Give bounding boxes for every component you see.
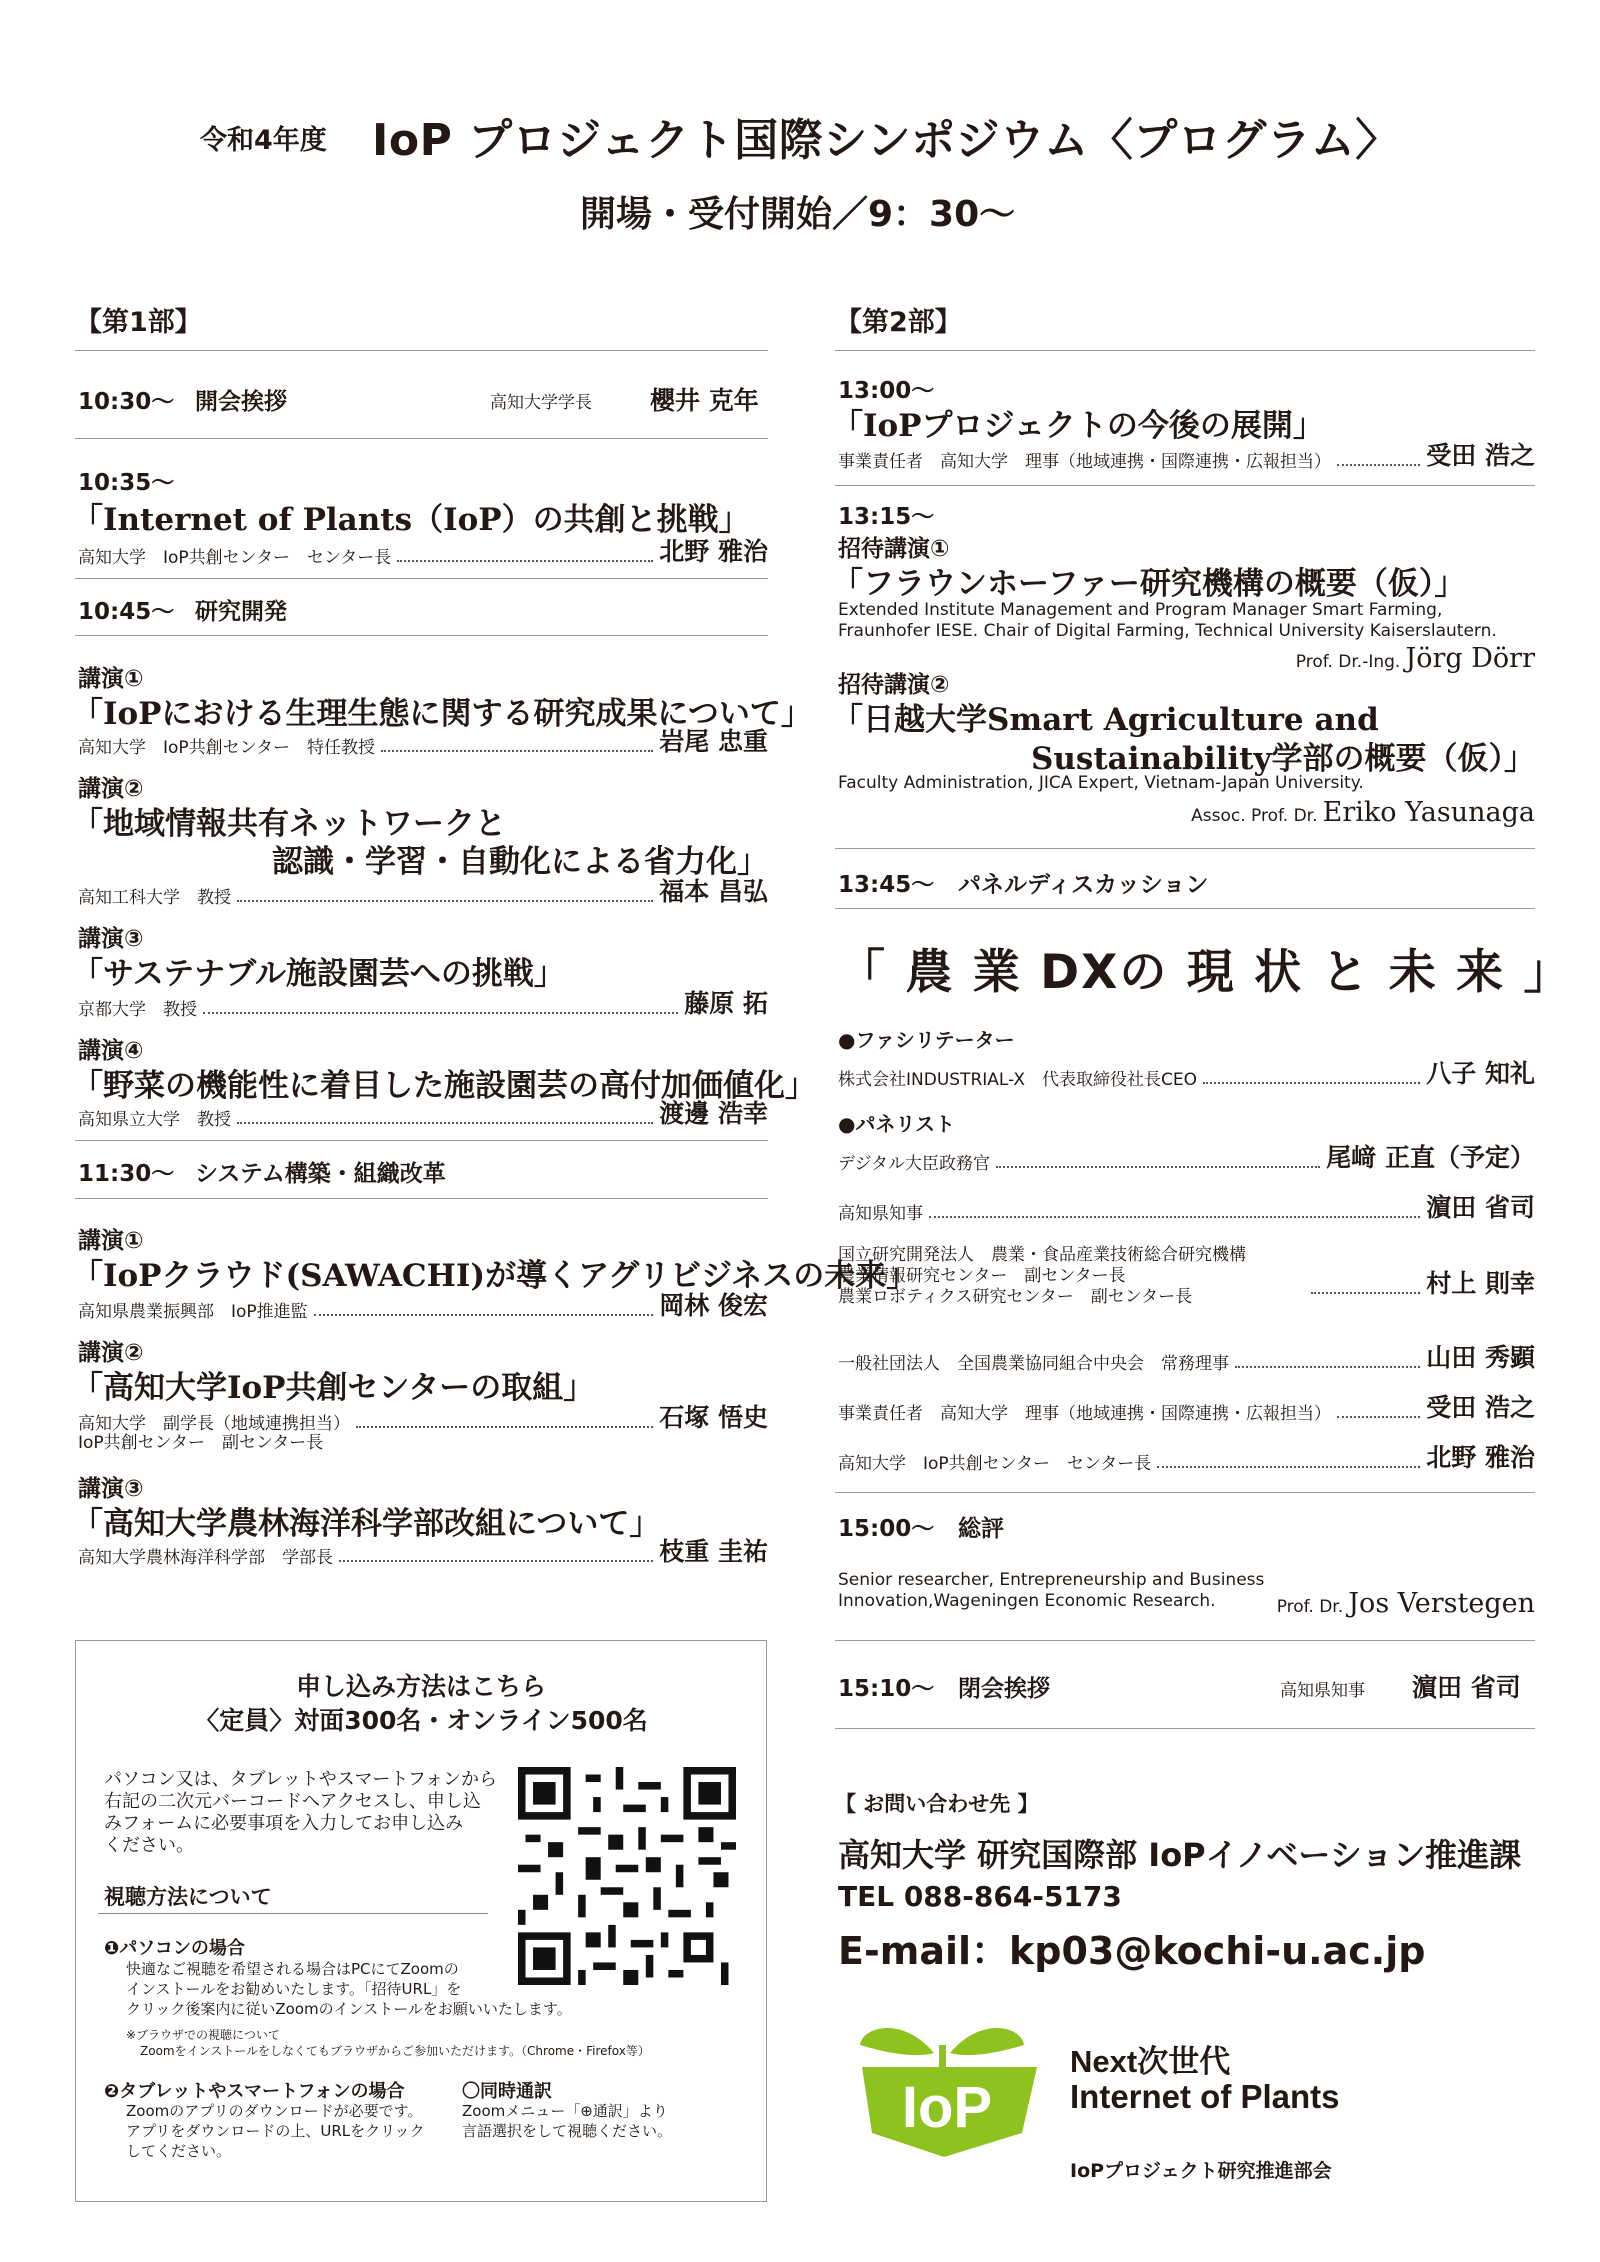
talk-title: 「高知大学IoP共創センターの取組」: [72, 1370, 595, 1406]
speaker-name: Jos Verstegen: [1348, 1588, 1535, 1619]
divider: [835, 1492, 1535, 1493]
talk-aff: 高知県農業振興部 IoP推進監: [78, 1302, 308, 1322]
opening-role: 高知大学学長: [490, 393, 592, 413]
part1-title: 【第1部】: [75, 307, 202, 338]
talk-row: [78, 1094, 768, 1130]
leader-dots: [1157, 1466, 1420, 1468]
s1-time: 13:00～: [838, 378, 935, 404]
talk-name: 岩尾 忠重: [659, 727, 768, 756]
view-title: 視聴方法について: [104, 1885, 272, 1909]
talk-number: 講演③: [78, 1476, 144, 1502]
leader-dots: [929, 1216, 1420, 1218]
system-time: 11:30～: [78, 1161, 175, 1187]
browser-note: [126, 2027, 650, 2059]
leader-dots: [237, 1122, 653, 1124]
invited-number: 招待講演①: [838, 536, 950, 562]
closing-label: 閉会挨拶: [958, 1676, 1050, 1702]
panelist-row: [838, 1188, 1535, 1224]
leader-dots: [339, 1560, 653, 1562]
apply-description: [104, 1769, 497, 1857]
tablet-label: ❷タブレットやスマートフォンの場合: [104, 2081, 405, 2102]
invited-aff-line: Extended Institute Management and Program Manager Smart Farming,: [838, 600, 1443, 620]
application-box: [75, 1640, 767, 2202]
logo-line1: Next次世代: [1070, 2044, 1231, 2079]
page-subtitle: 開場・受付開始／9：30～: [580, 194, 1016, 235]
divider: [75, 438, 768, 439]
panelist-name: 濵田 省司: [1426, 1193, 1535, 1222]
panel-label: パネルディスカッション: [958, 872, 1209, 898]
keynote-row: [78, 532, 768, 568]
panelist-name: 尾﨑 正直（予定）: [1326, 1143, 1535, 1172]
talk-aff: 高知県立大学 教授: [78, 1110, 231, 1130]
talk-name: 福本 昌弘: [659, 877, 768, 906]
opening-time: 10:30～: [78, 389, 175, 415]
invited-title-line2: Sustainability学部の概要（仮）」: [1030, 741, 1535, 777]
apply-capacity: 〈定員〉対面300名・オンライン500名: [194, 1706, 648, 1735]
divider: [75, 1140, 768, 1141]
panel-time: 13:45～: [838, 872, 935, 898]
talk-number: 講演②: [78, 776, 144, 802]
contact-tel: TEL 088-864-5173: [838, 1880, 1122, 1913]
contact-email[interactable]: E-mail：kp03@kochi-u.ac.jp: [838, 1929, 1426, 1973]
review-aff-line: Innovation,Wageningen Economic Research.: [838, 1591, 1216, 1611]
apply-desc-line: パソコン又は、タブレットやスマートフォンから: [104, 1769, 497, 1790]
panelist-aff: 一般社団法人 全国農業協同組合中央会 常務理事: [838, 1354, 1229, 1374]
panelist-row: [838, 1388, 1535, 1424]
invited-affiliation: [838, 600, 1497, 642]
divider: [835, 908, 1535, 909]
apply-desc-line: 右記の二次元バーコードへアクセスし、申し込: [104, 1791, 481, 1812]
leader-dots: [314, 1314, 654, 1316]
research-time: 10:45～: [78, 599, 175, 625]
review-affiliation: [838, 1570, 1264, 1612]
invited-affiliation: Faculty Administration, JICA Expert, Vietnam-Japan University.: [838, 773, 1364, 793]
tablet-line: アプリをダウンロードの上、URLをクリック: [126, 2122, 425, 2140]
panelist-aff: 高知大学 IoP共創センター センター長: [838, 1454, 1152, 1474]
interpretation-text: [462, 2101, 672, 2141]
divider: [835, 848, 1535, 849]
review-speaker: [1277, 1588, 1535, 1619]
panelist-aff-line: 農業情報研究センター 副センター長: [838, 1266, 1126, 1286]
s1-aff: 事業責任者 高知大学 理事（地域連携・国際連携・広報担当）: [838, 452, 1331, 472]
logo-mark: IoP: [901, 2075, 993, 2140]
apply-desc-line: みフォームに必要事項を入力してお申し込み: [104, 1813, 464, 1834]
contact-label: 【 お問い合わせ先 】: [835, 1792, 1039, 1816]
divider: [835, 1728, 1535, 1729]
talk-aff: 高知大学 IoP共創センター 特任教授: [78, 738, 375, 758]
talk-row: [78, 722, 768, 758]
page-title: IoP プロジェクト国際シンポジウム〈プログラム〉: [372, 115, 1400, 166]
talk-aff: 京都大学 教授: [78, 1000, 197, 1020]
talk-name: 石塚 悟史: [659, 1403, 768, 1432]
talk-row: [78, 1286, 768, 1322]
speaker-title: Prof. Dr.-Ing.: [1295, 652, 1401, 672]
facilitator-row: [838, 1054, 1535, 1090]
opening-name: 櫻井 克年: [650, 386, 759, 415]
talk-name: 枝重 圭祐: [659, 1537, 768, 1566]
panelist-row: [838, 1338, 1535, 1374]
panelist-row: [1305, 1264, 1535, 1300]
pc-line: インストールをお勧めいたします。「招待URL」を: [126, 1980, 462, 1998]
facilitator-name: 八子 知礼: [1426, 1059, 1535, 1088]
leader-dots: [237, 900, 653, 902]
qr-code[interactable]: [518, 1767, 736, 1985]
apply-desc-line: ください。: [104, 1835, 194, 1856]
note-line: ※ブラウザでの視聴について: [126, 2028, 280, 2042]
divider: [835, 350, 1535, 351]
invited-speaker: [1296, 643, 1535, 674]
talk-title: 「IoPにおける生理生態に関する研究成果について」: [72, 696, 812, 732]
panelist-aff-multi: [838, 1245, 1246, 1308]
talk-title: 「野菜の機能性に着目した施設園芸の高付加価値化」: [72, 1068, 816, 1104]
talk-row: [78, 872, 768, 908]
keynote-aff: 高知大学 IoP共創センター センター長: [78, 548, 392, 568]
panelist-name: 受田 浩之: [1426, 1393, 1535, 1422]
closing-role: 高知県知事: [1280, 1681, 1365, 1701]
facilitator-label: ●ファシリテーター: [838, 1028, 1015, 1052]
invited-title-line1: 「日越大学Smart Agriculture and: [832, 702, 1379, 738]
interp-line: 言語選択をして視聴ください。: [462, 2122, 673, 2140]
panelist-name: 北野 雅治: [1426, 1443, 1535, 1472]
invited-speaker: [1191, 797, 1535, 828]
review-time: 15:00～: [838, 1516, 935, 1542]
invited-title: 「フラウンホーファー研究機構の概要（仮）」: [832, 566, 1466, 602]
facilitator-aff: 株式会社INDUSTRIAL-X 代表取締役社長CEO: [838, 1070, 1197, 1090]
divider: [835, 485, 1535, 486]
leader-dots: [1203, 1082, 1420, 1084]
panelist-aff-line: 農業ロボティクス研究センター 副センター長: [838, 1287, 1193, 1307]
talk-title: 「IoPクラウド(SAWACHI)が導くアグリビジネスの未来」: [72, 1258, 918, 1294]
leader-dots: [1337, 1416, 1420, 1418]
divider: [75, 350, 768, 351]
s1-row: [838, 436, 1535, 472]
talk-title-line1: 「地域情報共有ネットワークと: [72, 806, 506, 842]
iop-logo-icon: [842, 2015, 1057, 2160]
tablet-instructions: [126, 2101, 425, 2161]
panelist-aff: デジタル大臣政務官: [838, 1154, 990, 1174]
leader-dots: [203, 1012, 678, 1014]
panelist-aff-line: 国立研究開発法人 農業・食品産業技術総合研究機構: [838, 1245, 1246, 1265]
review-aff-line: Senior researcher, Entrepreneurship and Business: [838, 1570, 1265, 1590]
talk-number: 講演③: [78, 926, 144, 952]
divider: [75, 578, 768, 579]
talk-number: 講演①: [78, 666, 144, 692]
invited-number: 招待講演②: [838, 672, 950, 698]
s1-name: 受田 浩之: [1426, 441, 1535, 470]
interp-line: Zoomメニュー「⊕通訳」より: [462, 2102, 668, 2120]
talk-aff: 高知大学農林海洋科学部 学部長: [78, 1548, 333, 1568]
pc-label: ❶パソコンの場合: [104, 1938, 245, 1959]
contact-org: 高知大学 研究国際部 IoPイノベーション推進課: [838, 1836, 1522, 1874]
divider: [75, 635, 768, 636]
leader-dots: [1337, 464, 1420, 466]
divider: [835, 1640, 1535, 1641]
leader-dots: [1235, 1366, 1420, 1368]
panel-big-title: 「 農 業 DXの 現 状 と 未 来 」: [838, 945, 1573, 1000]
talk-aff2: IoP共創センター 副センター長: [78, 1433, 324, 1453]
talk-name: 藤原 拓: [684, 989, 768, 1018]
pc-instructions: [126, 1959, 572, 2019]
divider: [75, 1198, 768, 1199]
pc-line: クリック後案内に従いZoomのインストールをお願いいたします。: [126, 2000, 572, 2018]
logo-line2: Internet of Plants: [1070, 2078, 1340, 2115]
talk-name: 岡林 俊宏: [659, 1291, 768, 1320]
leader-dots: [1311, 1292, 1420, 1294]
talk-title: 「高知大学農林海洋科学部改組について」: [72, 1506, 661, 1542]
talk-row: [78, 984, 768, 1020]
talk-title: 「サステナブル施設園芸への挑戦」: [72, 956, 565, 992]
panelist-row: [838, 1438, 1535, 1474]
invited-aff-line: Fraunhofer IESE. Chair of Digital Farming, Technical University Kaiserslautern.: [838, 621, 1497, 641]
part2-title: 【第2部】: [835, 307, 962, 338]
talk-number: 講演①: [78, 1228, 144, 1254]
speaker-title: Assoc. Prof. Dr.: [1191, 806, 1318, 826]
divider: [98, 1913, 488, 1914]
talk-aff: 高知大学 副学長（地域連携担当）: [78, 1414, 350, 1434]
keynote-title: 「Internet of Plants（IoP）の共創と挑戦」: [72, 502, 750, 538]
s2-time: 13:15～: [838, 504, 935, 530]
panelist-label: ●パネリスト: [838, 1112, 956, 1136]
leader-dots: [356, 1426, 653, 1428]
leader-dots: [397, 560, 653, 562]
talk-number: 講演④: [78, 1038, 144, 1064]
logo-org: IoPプロジェクト研究推進部会: [1070, 2160, 1332, 2182]
talk-row: [78, 1532, 768, 1568]
panelist-aff: 事業責任者 高知大学 理事（地域連携・国際連携・広報担当）: [838, 1404, 1331, 1424]
interpretation-label: 〇同時通訳: [462, 2081, 552, 2102]
speaker-name: Jörg Dörr: [1405, 643, 1535, 674]
closing-name: 濵田 省司: [1412, 1673, 1521, 1702]
talk-name: 渡邊 浩幸: [659, 1099, 768, 1128]
pc-line: 快適なご視聴を希望される場合はPCにてZoomの: [126, 1960, 459, 1978]
closing-time: 15:10～: [838, 1676, 935, 1702]
panelist-name: 山田 秀顕: [1426, 1343, 1535, 1372]
system-label: システム構築・組織改革: [195, 1161, 446, 1187]
research-label: 研究開発: [195, 599, 287, 625]
apply-title: 申し込み方法はこちら: [295, 1672, 546, 1701]
tablet-line: してください。: [126, 2142, 232, 2160]
keynote-name: 北野 雅治: [659, 537, 768, 566]
talk-title-line2: 認識・学習・自動化による省力化」: [272, 844, 768, 880]
keynote-time: 10:35～: [78, 470, 175, 496]
header-year: 令和4年度: [200, 125, 327, 156]
talk-aff: 高知工科大学 教授: [78, 888, 231, 908]
speaker-title: Prof. Dr.: [1276, 1597, 1344, 1617]
speaker-name: Eriko Yasunaga: [1322, 797, 1535, 828]
panelist-aff: 高知県知事: [838, 1204, 923, 1224]
talk-number: 講演②: [78, 1340, 144, 1366]
tablet-line: Zoomのアプリのダウンロードが必要です。: [126, 2102, 423, 2120]
review-label: 総評: [958, 1516, 1004, 1542]
opening-label: 開会挨拶: [195, 389, 287, 415]
leader-dots: [381, 750, 653, 752]
s1-title: 「IoPプロジェクトの今後の展開」: [832, 408, 1324, 444]
panelist-name: 村上 則幸: [1426, 1269, 1535, 1298]
note-line: Zoomをインストールをしなくてもブラウザからご参加いただけます。（Chrome・Firefox等）: [140, 2044, 650, 2058]
leader-dots: [996, 1166, 1320, 1168]
panelist-row: [838, 1138, 1535, 1174]
